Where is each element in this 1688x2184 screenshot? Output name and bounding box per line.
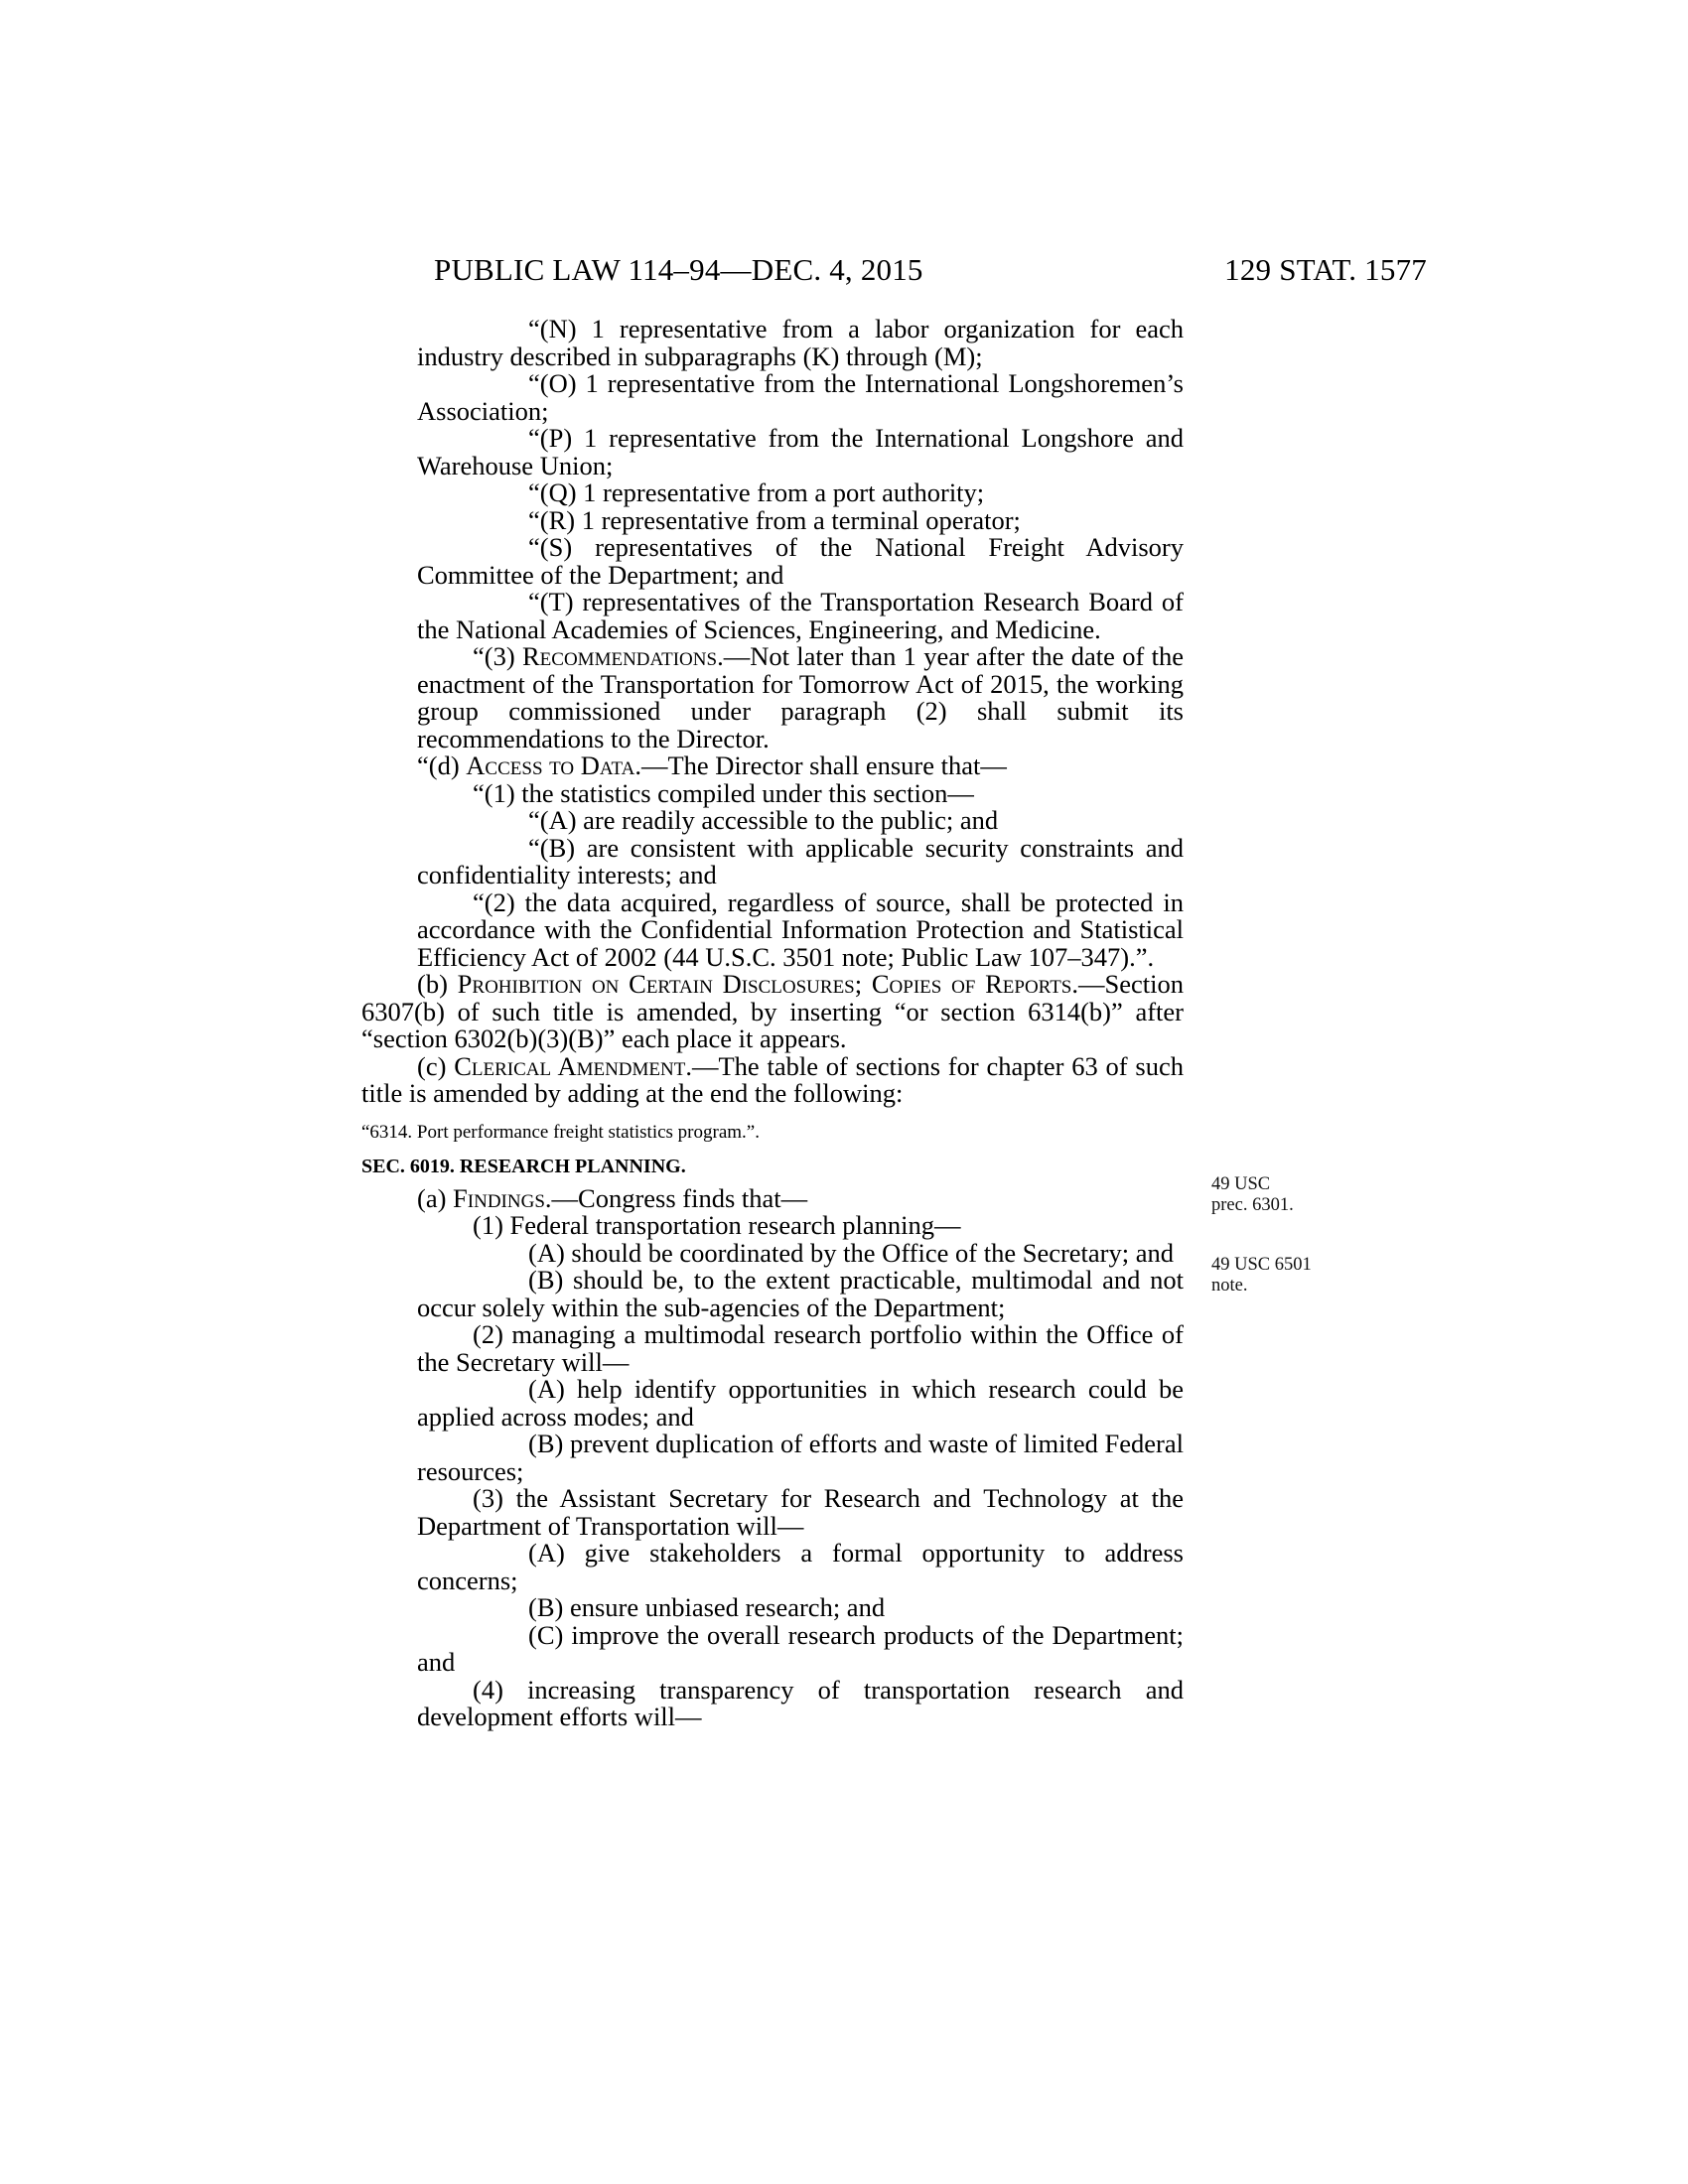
subsection-d-lead: “(d) <box>417 751 467 780</box>
subsection-a-text: .—Congress finds that— <box>544 1182 808 1213</box>
margin-note-usc-prec: 49 USC prec. 6301. <box>1211 1174 1294 1215</box>
paragraph-q: “(Q) 1 representative from a port authority; <box>528 478 985 507</box>
paragraph-o: “(O) 1 representative from the International Longshoremen’s Association; <box>417 368 1184 426</box>
finding-2: (2) managing a multimodal research portfolio within the Office of the Secretary will— <box>417 1319 1184 1377</box>
subsection-c-text: .—The table of sections for chapter 63 of such title is amended by adding at the end the following: <box>361 1050 1185 1108</box>
subsection-c-clerical-amendment <box>361 1050 1185 1108</box>
public-law-citation: PUBLIC LAW 114–94—DEC. 4, 2015 <box>434 252 923 287</box>
paragraph-s: “(S) representatives of the National Freight Advisory Committee of the Department; and <box>417 532 1184 590</box>
subsection-a-lead: (a) <box>417 1182 454 1213</box>
finding-3b: (B) ensure unbiased research; and <box>528 1592 886 1622</box>
subsection-c-heading: Clerical Amendment <box>454 1050 686 1081</box>
finding-3c: (C) improve the overall research products of the Department; and <box>417 1619 1184 1677</box>
paragraph-r: “(R) 1 representative from a terminal operator; <box>528 504 1021 535</box>
statute-body <box>361 316 1184 1731</box>
subsection-b-heading: Prohibition on Certain Disclosures; Copies of Reports <box>457 969 1072 999</box>
finding-2a: (A) help identify opportunities in which research could be applied across modes; and <box>417 1374 1184 1432</box>
paragraph-3-recommendations <box>361 643 1184 752</box>
paragraph-3-text: .—Not later than 1 year after the date of the enactment of the Transportation for Tomorrow Act of 2015, the working group commissioned under paragraph (2) shall submit its recommendations to the Director. <box>417 641 1184 753</box>
finding-2b: (B) prevent duplication of efforts and waste of limited Federal resources; <box>417 1429 1184 1486</box>
paragraph-d1: “(1) the statistics compiled under this section— <box>473 777 974 808</box>
finding-4: (4) increasing transparency of transportation research and development efforts will— <box>417 1674 1184 1731</box>
section-heading: SEC. 6019. RESEARCH PLANNING. <box>361 1155 686 1177</box>
paragraph-d2: “(2) the data acquired, regardless of source, shall be protected in accordance with the Confidential Information Protection and Statistical Efficiency Act of 2002 (44 U.S.C. 3501 note; Public Law 107–347).”. <box>417 887 1184 972</box>
subsection-b-text: .—Section 6307(b) of such title is amended, by inserting “or section 6314(b)” after “section 6302(b)(3)(B)” each place it appears. <box>361 969 1184 1053</box>
subsection-b-lead: (b) <box>417 969 458 999</box>
finding-1a: (A) should be coordinated by the Office of the Secretary; and <box>528 1237 1175 1268</box>
paragraph-p: “(P) 1 representative from the International Longshore and Warehouse Union; <box>417 423 1184 480</box>
subsection-a-heading: Findings <box>453 1182 545 1213</box>
margin-note-usc-note: 49 USC 6501 note. <box>1211 1255 1312 1296</box>
statute-page-number: 129 STAT. 1577 <box>1224 252 1427 287</box>
paragraph-3-heading: Recommendations <box>522 641 718 671</box>
finding-3: (3) the Assistant Secretary for Research and Technology at the Department of Transportation will— <box>417 1483 1184 1541</box>
subsection-d-access-to-data <box>361 752 1184 780</box>
subsection-d-text: .—The Director shall ensure that— <box>634 751 1007 780</box>
finding-3a: (A) give stakeholders a formal opportunity to address concerns; <box>417 1538 1184 1595</box>
subsection-b-prohibition <box>361 971 1184 1053</box>
finding-1b: (B) should be, to the extent practicable, multimodal and not occur solely within the sub-agencies of the Department; <box>417 1265 1184 1322</box>
table-of-sections-entry: “6314. Port performance freight statistics program.”. <box>361 1121 760 1143</box>
paragraph-3-lead: “(3) <box>473 641 522 671</box>
paragraph-n: “(N) 1 representative from a labor organization for each industry described in subparagraphs (K) through (M); <box>417 314 1184 371</box>
finding-1: (1) Federal transportation research planning— <box>473 1210 961 1240</box>
paragraph-d1b: “(B) are consistent with applicable security constraints and confidentiality interests; and <box>417 832 1184 889</box>
subsection-c-lead: (c) <box>417 1050 455 1081</box>
running-header <box>434 250 1427 290</box>
subsection-a-findings <box>361 1182 1184 1213</box>
paragraph-d1a: “(A) are readily accessible to the public; and <box>528 805 999 835</box>
paragraph-t: “(T) representatives of the Transportation Research Board of the National Academies of Sciences, Engineering, and Medicine. <box>417 587 1184 644</box>
subsection-d-heading: Access to Data <box>466 751 635 780</box>
